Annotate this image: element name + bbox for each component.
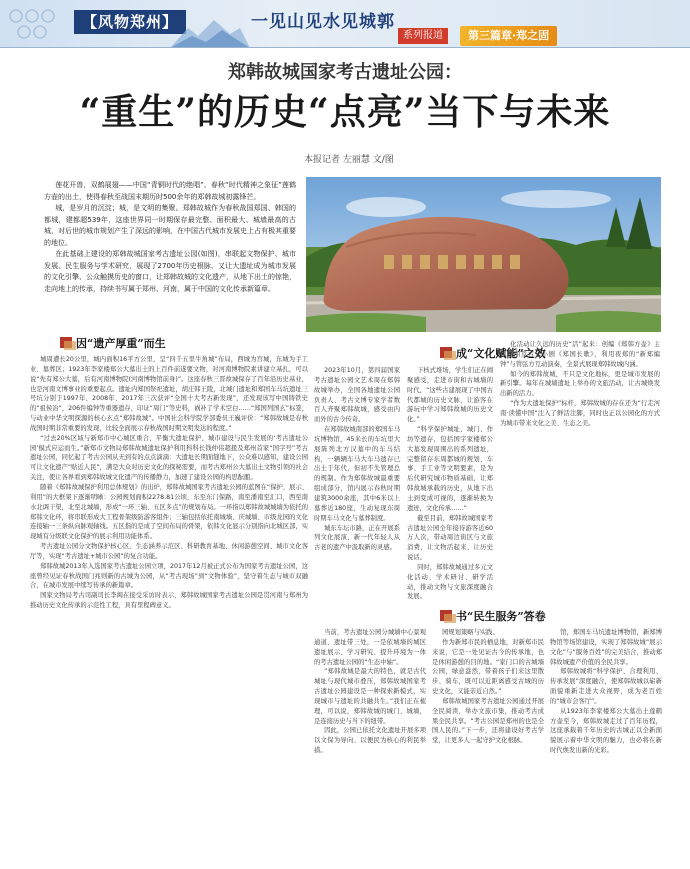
park-photo	[306, 177, 661, 332]
article-byline: 本报记者 左丽慧 文/图	[304, 155, 394, 165]
body-paragraph: 从1923年李家楼郑公大墓出土莲鹤方壶至今，郑韩故城走过了百年历程，这座承载着千年历史的古城正以全新面貌展示着中华文明的魅力，也必将在新时代焕发出新的光彩。	[550, 707, 662, 755]
header-slogan: 一见山见水见城郭	[251, 12, 395, 32]
body-paragraph: “作为大遗址保护”标杆，郑韩故城的存在还为“行走河南·读懂中国”注入了鲜活注脚，同时也正以公园化的方式为城市带来文化之美、生态之美。	[500, 400, 660, 427]
text-column-1	[30, 355, 308, 867]
section-heading-1	[60, 335, 166, 351]
body-paragraph: 城东车坛市路，正在开展系列文化展演，新一代年轻人从古老的遗产中汲取新的灵感。	[314, 524, 400, 552]
text-column-2	[314, 366, 400, 604]
section-marker-icon	[444, 614, 456, 623]
section-logo: 【风物郑州】	[74, 10, 186, 34]
body-paragraph: “科学保护城址、城门、作坊等遗存，包括国宇家楼郑公大墓发现周围出的系列遗址，完整留存东周都城的规划、车事、手工业等文明要素，是为后代研究城市物质基础，让郑韩故城承载的历史，从地下出土到变成可视的，逐渐转换为遗迹，文化传承……”	[407, 426, 493, 512]
intro-paragraph: 城，是岁月的沉淀；城，是文明的集聚。郑韩故城作为春秋战国郑国、韩国的都城，建都超539年，这座世界同一时期保存最完整、面积最大、城墙最高的古城，对后世的城市规划产生了深远的影响，在中国古代城市发展史上占有极其重要的地位。	[44, 204, 296, 247]
body-paragraph: 城周遭长20公里，城内面积16平方公里，呈“四千五里牛角城”布局，西城为宫城，东城为手工业、墓葬区；1923年李家楼郑公大墓出土的上百件前遂要文物，对河南博物院素讲建立基扎，可以说“先有郑公大墓，后有河南博物院(河南博物馆前身)”。这座春秋三晋故城保存了百年沿历史基业，也是河南文博事业的重要起点。遗址内郑国祭祀遗址，胡庄韩王陵，北城门遗址和郑国车马坑遗址三号坑分别于1997年、2008年、2017年三次获评“全国十大考古新发现”，还发现该写中国铸铁史的“祖侯冶”，206件编钟等重器遗存，印证“周门”等史料，祸补了学术空白……“郑国列国玄”标签，与动业中华文明探源的核心玄点“郑韩故城”。中国社会科学院学部委员王巍评价：“郑韩故城是春秋战国时期非常重要的发现，比较全面展示春秋战国时期文明发达的程度。”	[30, 356, 308, 432]
body-paragraph: “郑韩故城是最大的特色，就是古代城址与现代城市叠压，郑韩故城国家考古遗址公园建设是一种探索新模式，实现城市与遗址的共融共生。”我们正在梳理，可以说，郑韩故城的城门、城墙，是连接历史与当下的纽带。	[314, 668, 426, 725]
article-title: “重生”的历史“点亮”当下与未来	[79, 91, 611, 133]
section-heading-text: 书“民生服务”答卷	[456, 610, 546, 623]
text-column-7	[550, 628, 662, 866]
section-marker-icon	[64, 341, 76, 350]
series-badge: 系列报道	[398, 28, 448, 44]
body-paragraph: 园规划策略与实践。	[442, 629, 499, 636]
text-column-5	[314, 628, 426, 866]
body-paragraph: 郑韩故城将“科学保护、合理利用、传承发展”深度融合，使郑韩故城以崭新面貌重新走进大众视野，成为老百姓的“城市会客厅”。	[550, 668, 662, 705]
body-paragraph: 郑韩故城2013年入选国家考古遗址公园立项，2017年12月被正式公布为国家考古遗址公园，这座曾经见证春秋战国门兆则新的古城为公园，从“考古现场”到“文物体验”，坚守着生态与城市双融合，在城市发展中续写传承的新篇章。	[30, 562, 308, 590]
section-heading-3	[440, 608, 546, 624]
mountain-decoration-icon	[170, 14, 250, 48]
decorative-pattern-icon	[6, 6, 56, 42]
body-paragraph: 同时，郑韩故城通过多元文化活动、学术研讨、研学活动，推动文物与文旅深度融合发展。	[407, 563, 493, 601]
body-paragraph: 郑韩故城国家考古遗址公园通过开展全民阅读，举办文旅市集，推动考古成果全民共享。“考古公园是郑州的也是全国人民的。”下一步，还将建设好考古学堂，让更多人一起守护文化根脉。	[432, 697, 544, 745]
section-marker-icon	[444, 351, 456, 360]
body-paragraph: 截至目前，郑韩故城国家考古遗址公园全年接待游客近60万人次，带动周边街区与文旅消费，让文物活起来、让历史说话。	[407, 514, 493, 562]
article-intro	[44, 180, 296, 295]
body-paragraph: 随着《郑韩故城保护利用总体规划》的出炉，郑韩故城国家考古遗址公园的蓝图在“保护、展示、利用”的大框架下逐渐明晰：公园规划面积2278.81公顷，东至东门保路，南至潘南至汇口，西至南水北调干渠，北至北城墙，形成“一环三轴、五区多点”的规划布局。一环指以郑韩故城城墙为依托的郑韩文化环，将串联形成大工程骨架级防游客组件；三轴包括依托南城墙、庆城墙、市级龙园的文化连接轴一三条纵向脉观轴线。五区指的是成了空间布局的骨架，依韩文化显示分别指向北城区部，实现城有分级联文化保护的展示利用功能体系。	[30, 483, 308, 541]
body-paragraph: “过去20%区域与新郑市中心城区重合，平衡大遗址保护、城市建设与民生发展的‘考古遗址公园’模式应运而生。”新郑市文物局郑韩故城遗址保护利用科科长钱仲伟超援及郑州首家“国字号”考古遗址公园，同忆起了考古公园从无到有的点点滴滴：大遗址长期面缝地下，公众难以感知，建设公园可让文化遗产“贴近人民”，满是大众对历史文化的探秘需要，而考古郑州公大墓出土文物引领的社会关注，使让各界看到郑韩故城文化遗产的传播静力，加速了建设公园的构思酝酿。	[30, 434, 308, 482]
issue-badge: 第三篇章·郑之固	[460, 26, 557, 46]
article-subtitle: 郑韩故城国家考古遗址公园：	[228, 62, 462, 83]
body-paragraph: 因此，公园已依托文化遗址开展多项以文保为导向、以便民为核心的利民举措。	[314, 727, 426, 755]
body-paragraph: 2023年10月，第四届国家考古遗址公园文艺术周在郑韩故城举办，全国各地遗址公园负责人、考古文博专家学者数百人齐聚郑韩故城，感受由内而外的古今传奇。	[314, 367, 400, 424]
section-heading-text: 成“文化赋能”之效	[456, 347, 546, 360]
intro-paragraph: 莲花开兽，双鹤展翅——中国“青铜时代的绝唱”、春秋“时代精神之象征”莲鹤方壶的出土，使得春秋至战国末期历时500余年的郑韩故城初露锋芒。	[44, 181, 296, 201]
text-column-6	[432, 628, 544, 866]
text-column-4	[500, 340, 660, 604]
text-column-3	[407, 366, 493, 604]
intro-paragraph: 在此基础上建设的郑韩故城国家考古遗址公园(如图)，串联起文物保护、城市发展、民生服务与学术研究，展现了2700年历史根脉，又让大遗址成为城市发展的文化引擎、公众触摸历史的窗口，让郑韩故城的文化遗产，从地下出土的惊艳，走向地上的传承，持续书写属于郑州、河南，属于中国的文化传承新篇章。	[44, 250, 296, 293]
section-heading-text: 因“遗产厚重”而生	[76, 337, 166, 350]
body-paragraph: 作为新郑市民的栖息地，对新郑市民来说，它是一处见证古今的传承地，也是休闲游憩的目的地。“家门口的古城墙公园，绿意盎然，带着孩子们来这里散步、骑车，既可以近距离感受古城的历史文化，又能亲近自然。”	[432, 638, 544, 696]
header-band	[0, 0, 690, 48]
body-paragraph: 馆，郑国车马坑遗址博物馆，新郑博物馆等场馆建设，实现了郑韩故城“展示文化”与“服务百姓”的完美结合，推动郑韩故城遗产价值的全民共享。	[550, 629, 662, 666]
body-paragraph: 当前，考古遗址公园分城墙中心景观通道、遗址带三处，一是依城墙的城区遗址展示、学习研究、提升环境为一体的考古遗址公园的“生态中轴”。	[314, 629, 426, 666]
body-paragraph: 国家文物局考古司副司长李闽在接受采访时表示，郑韩故城国家考古遗址公园是贯河南与郑州为推动历史文化传承的示范性工程，具有里程碑意义。	[30, 592, 308, 610]
park-stone-image	[306, 177, 661, 332]
body-paragraph: 如今的郑韩故城，不只是文化地标，更是城市发展的新引擎。每年在城墙遗址上举办的文旅活动，让古城焕发出新的活力。	[500, 370, 660, 398]
body-paragraph: 下核式堆场，学生们正在闹聚感受，走进市街和古城墙的时代，“这些古建展现了中国古代都城的历史文脉，让游客在游玩中学习郑韩故城的历史文化。”	[407, 367, 493, 424]
body-paragraph: 在郑韩故城南部的郑国车马坑博物馆，45米长的车坑里大展陈列北方汉墓中的车马结构，一辆辆车马大车马遗存已出土于年代，但初不失管理总的规制。作为郑韩故城最重要组成部分，馆内展示春秋时期建筑3000余座，其中6米以上墓葬近180座，生动复现东周时期车马文化与墓葬制度。	[314, 426, 400, 522]
body-paragraph: 考古遗址公园分文物保护核心区、生态涵养示范区、科研教育基地、休闲游憩空间、城市文化客厅等，实现“考古遗址+城市公园”的复合功能。	[30, 543, 308, 560]
body-paragraph: 化活动让久远的历史“活”起来：创编《郑韩方壶》主题歌曲及古乐小剧《郑国长歌》，利用夜郑的“新郑编钟”与管弦方互动演奏，全景式展现郑韩故城内涵。	[500, 341, 660, 368]
